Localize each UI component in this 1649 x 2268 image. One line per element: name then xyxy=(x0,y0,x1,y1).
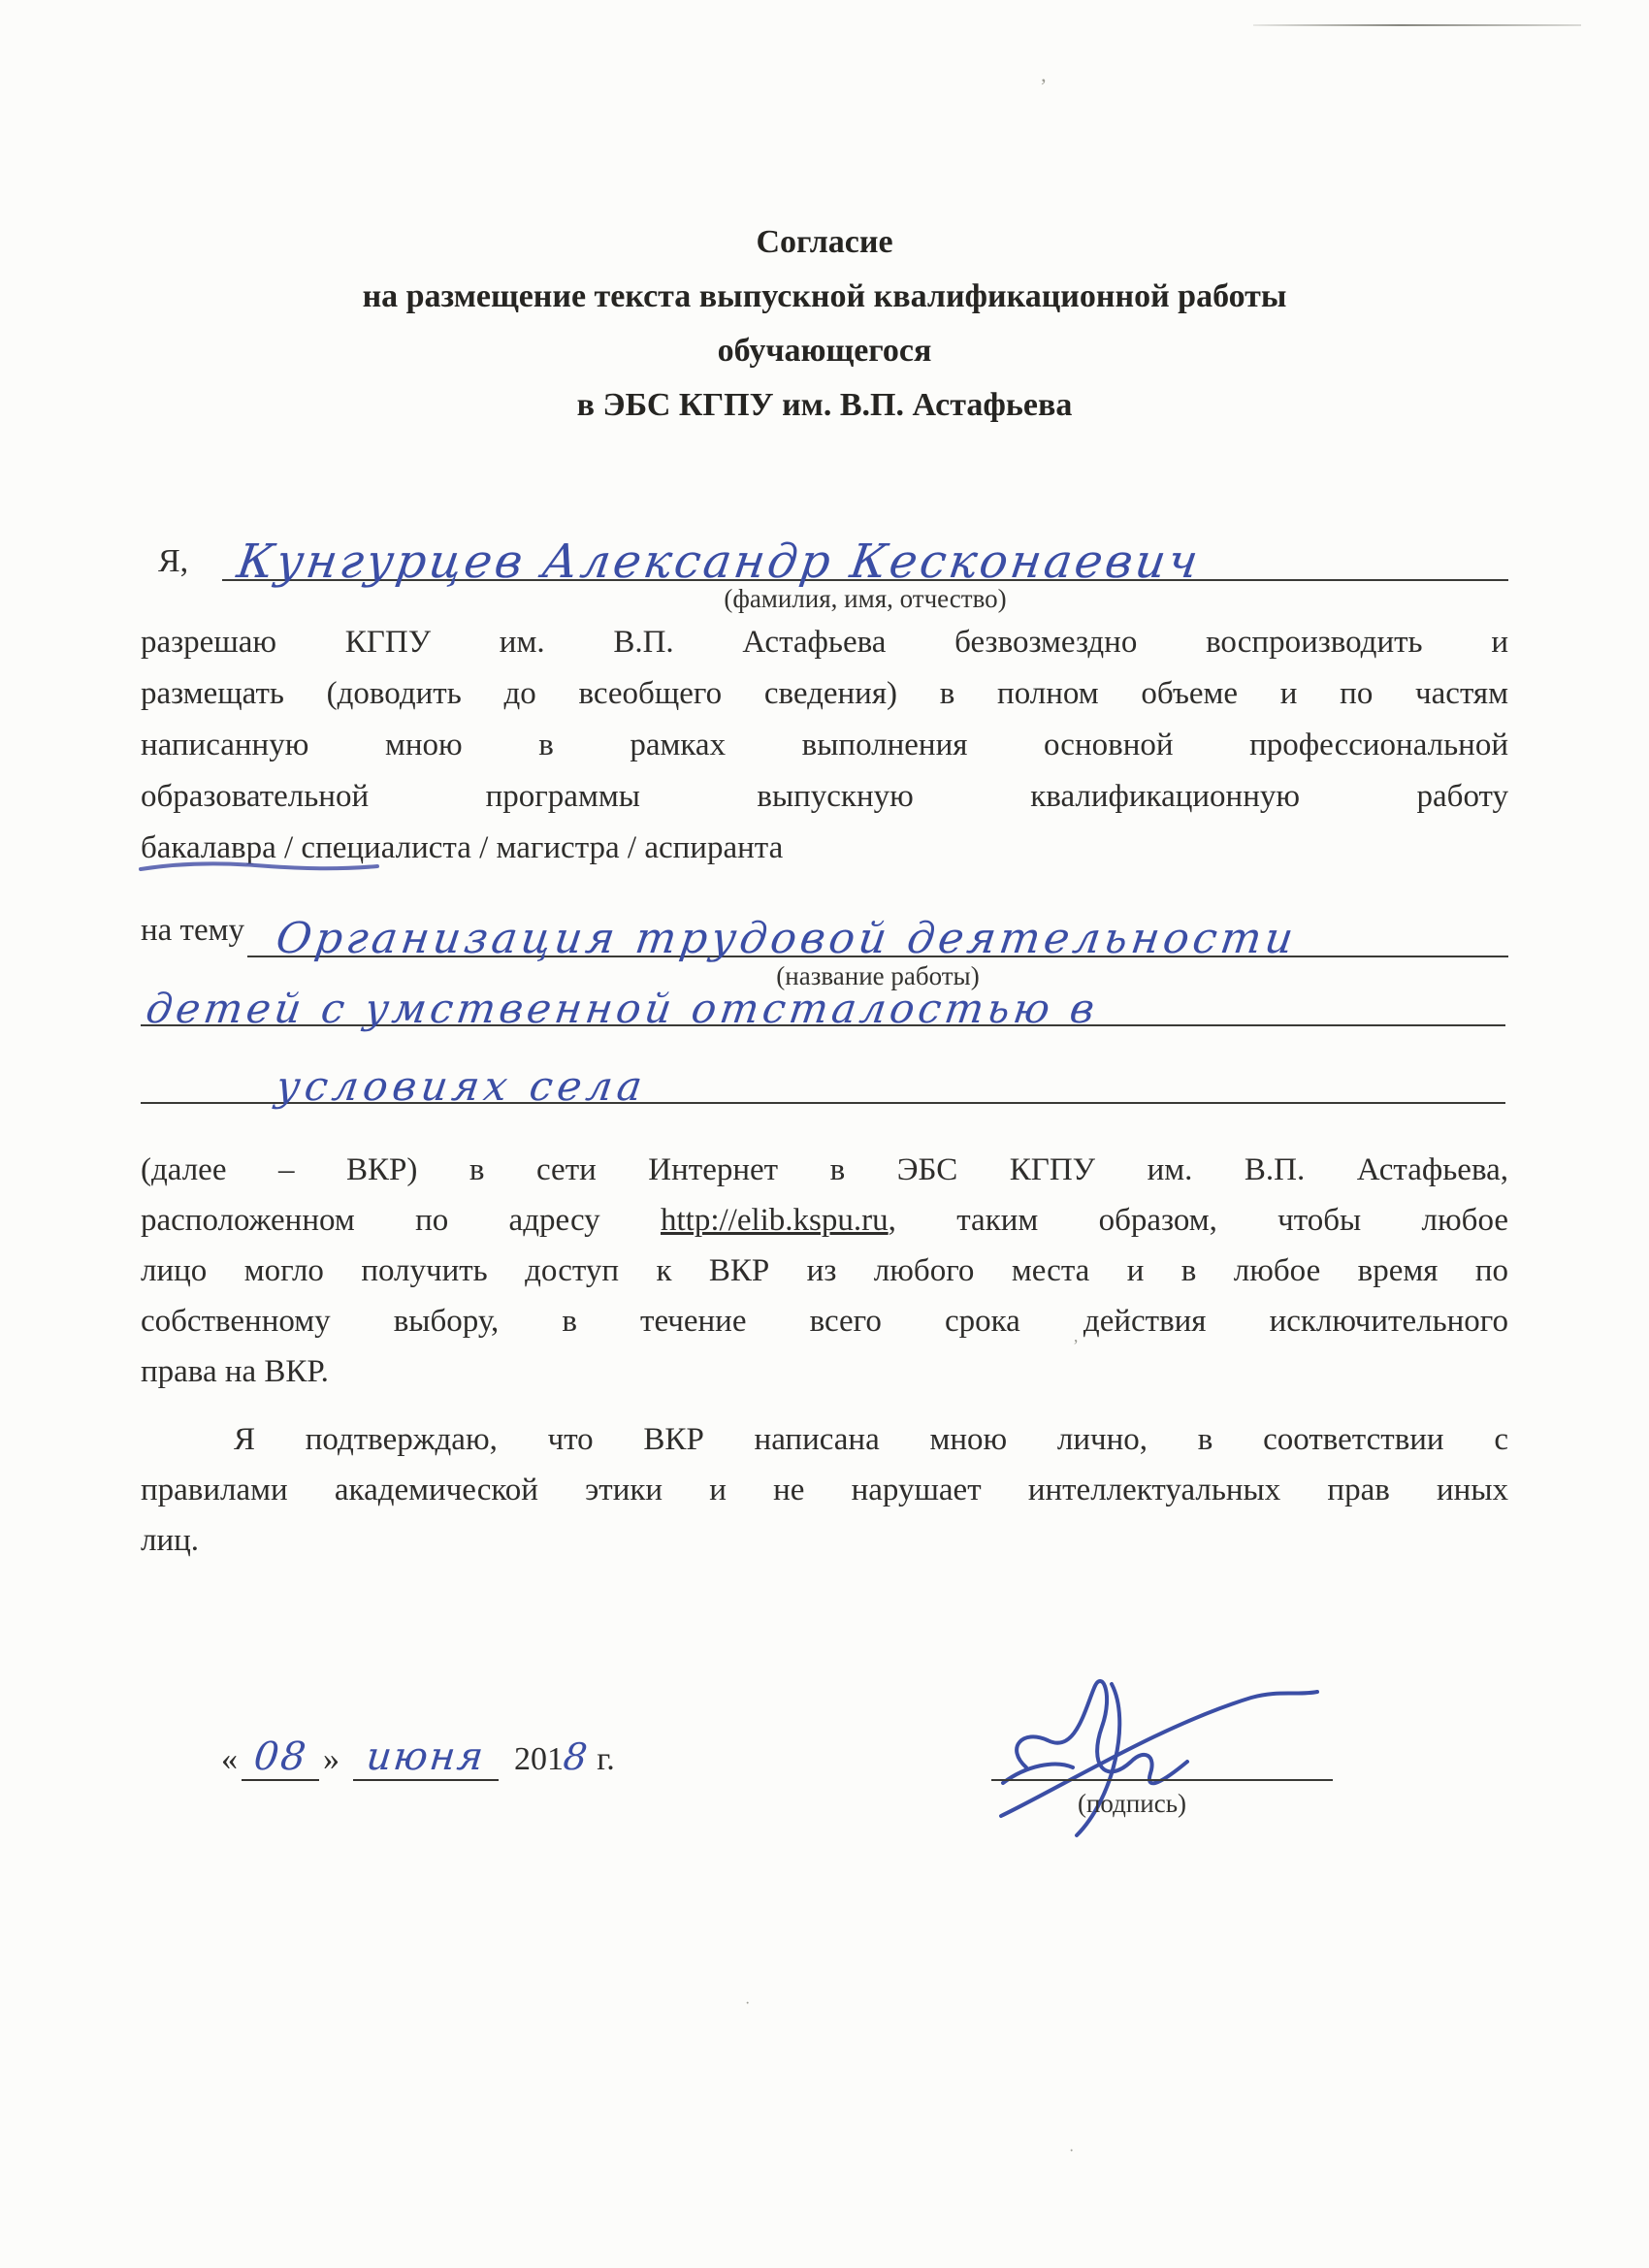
paragraph-line: образовательной программы выпускную квалификационную работу xyxy=(141,779,1508,814)
paragraph-line: написанную мною в рамках выполнения основной профессиональной xyxy=(141,728,1508,762)
topic-caption: (название работы) xyxy=(776,961,980,990)
title-line-2: на размещение текста выпускной квалификационной работы xyxy=(362,278,1287,314)
confirmation-paragraph xyxy=(141,1414,1508,1566)
signature-caption: (подпись) xyxy=(1077,1789,1187,1818)
name-fill-in-line xyxy=(222,522,1508,589)
paragraph-line: собственному выбору, в течение всего срока действия исключительного xyxy=(141,1304,1508,1339)
close-quote: » xyxy=(323,1741,340,1777)
month-fill-in-slot xyxy=(353,1734,499,1781)
paragraph-line: размещать (доводить до всеобщего сведения) в полном объеме и по частям xyxy=(141,676,1508,711)
handwritten-topic-line-3: условиях села xyxy=(273,1062,650,1110)
scan-speck: · xyxy=(745,1995,751,2012)
handwritten-signature xyxy=(997,1670,1327,1845)
name-caption: (фамилия, имя, отчество) xyxy=(724,584,1007,613)
paragraph-line: лиц. xyxy=(141,1523,200,1558)
paragraph-line: (далее – ВКР) в сети Интернет в ЭБС КГПУ им. В.П. Астафьева, xyxy=(141,1152,1508,1187)
paragraph-line: лицо могло получить доступ к ВКР из любого места и в любое время по xyxy=(141,1253,1508,1288)
topic-fill-in-line-3 xyxy=(141,1046,1505,1110)
paragraph-line: разрешаю КГПУ им. В.П. Астафьева безвозмездно воспроизводить и xyxy=(141,625,1508,660)
signature-line xyxy=(991,1779,1333,1781)
year-printed: 201 xyxy=(514,1741,564,1777)
elib-url-text: http://elib.kspu.ru xyxy=(660,1203,889,1238)
paragraph-line-degree-options xyxy=(141,823,1508,874)
document-title xyxy=(0,215,1649,433)
degree-bachelor-underlined: бакалавра xyxy=(141,830,276,865)
title-line-4: в ЭБС КГПУ им. В.П. Астафьева xyxy=(576,387,1073,423)
title-line-1: Согласие xyxy=(756,224,893,260)
signature-block xyxy=(991,1674,1333,1839)
link-line-post: , таким образом, чтобы любое xyxy=(888,1203,1508,1238)
paragraph-line-with-link xyxy=(141,1195,1508,1246)
paragraph-line: права на ВКР. xyxy=(141,1354,329,1389)
handwritten-full-name: Кунгурцев Александр Кесконаевич xyxy=(234,535,1205,589)
open-quote: « xyxy=(221,1741,238,1777)
scan-speck: · xyxy=(1069,2143,1075,2159)
handwritten-year-digit: 8 xyxy=(561,1735,590,1778)
handwritten-topic-line-2: детей с умственной отсталостью в xyxy=(143,985,1102,1032)
link-line-pre: расположенном по адресу xyxy=(141,1203,661,1238)
degree-options-rest: / специалиста / магистра / аспиранта xyxy=(275,830,784,865)
date-row xyxy=(221,1734,615,1781)
handwritten-month: июня xyxy=(364,1734,488,1779)
handwritten-topic-line-1: Организация трудовой деятельности xyxy=(273,914,1301,963)
topic-label: на тему xyxy=(141,913,245,948)
permission-paragraph xyxy=(141,617,1508,874)
topic-fill-in-line-1 xyxy=(247,897,1508,963)
year-suffix: г. xyxy=(597,1741,615,1777)
vkr-paragraph xyxy=(141,1145,1508,1397)
title-line-3: обучающегося xyxy=(717,333,932,369)
name-prefix-label: Я, xyxy=(158,543,189,579)
handwritten-day: 08 xyxy=(251,1734,309,1779)
topic-fill-in-line-2 xyxy=(141,968,1505,1032)
scan-artifact-line xyxy=(1253,24,1581,26)
paragraph-line: Я подтверждаю, что ВКР написана мною лично, в соответствии с xyxy=(234,1422,1508,1457)
paragraph-line: правилами академической этики и не нарушает интеллектуальных прав иных xyxy=(141,1473,1508,1507)
day-fill-in-slot xyxy=(242,1734,319,1781)
scan-speck: ’ xyxy=(1073,1336,1079,1355)
scan-speck: ’ xyxy=(1040,74,1048,98)
